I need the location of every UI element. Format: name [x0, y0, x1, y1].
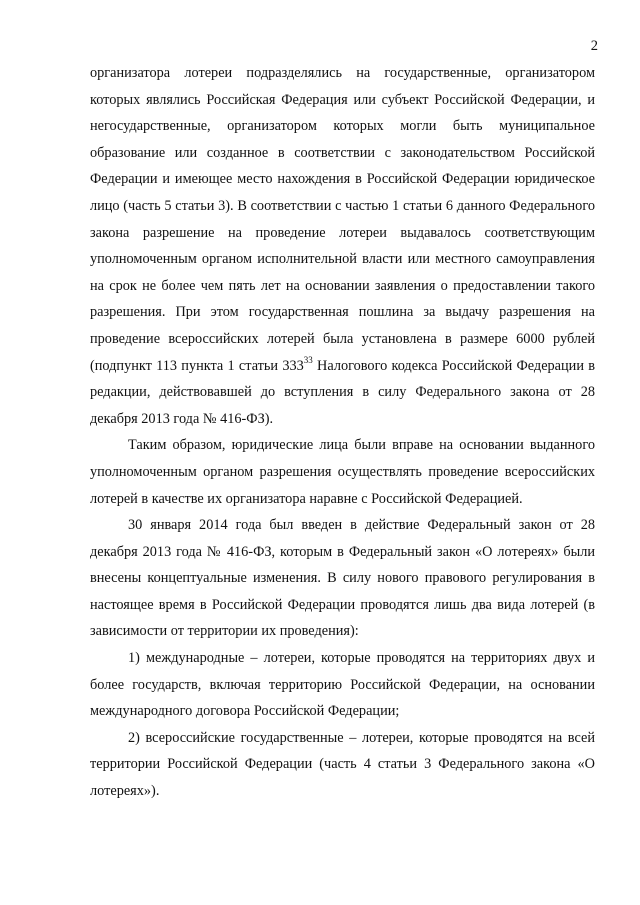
- paragraph: Таким образом, юридические лица были вправе на основании выданного уполномоченным органом разрешения осуществлять проведение всероссийских лотерей в качестве их организатора наравне с Российской Федерацией.: [90, 437, 595, 507]
- list-item: 2) всероссийские государственные – лотереи, которые проводятся на всей территории Российской Федерации (часть 4 статьи 3 Федерального закона «О лотереях»).: [90, 729, 595, 800]
- paragraph-text: организатора лотереи подразделялись на государственные, организатором которых являлись Российская Федерация или субъект Российской Федерации, и негосударственные, организатором которых могли быть муниципальное образование или созданное в соответствии с законодательством Российской Федерации и имеющее место нахождения в Российской Федерации юридическое лицо (часть 5 статьи 3). В соответствии с частью 1 статьи 6 данного Федерального закона разрешение на проведение лотереи выдавалось соответствующим уполномоченным органом исполнительной власти или местного самоуправления на срок не более чем пять лет на основании заявления о предоставлении такого разрешения. При этом государственная пошлина за выдачу разрешения на проведение всероссийских лотерей была установлена в размере 6000 рублей (подпункт 113 пункта 1 статьи 333: [90, 65, 595, 374]
- footnote-superscript: 33: [303, 354, 313, 365]
- paragraph: 30 января 2014 года был введен в действие Федеральный закон от 28 декабря 2013 года № 416-ФЗ, которым в Федеральный закон «О лотереях» были внесены концептуальные изменения. В силу нового правового регулирования в настоящее время в Российской Федерации проводятся лишь два вида лотерей (в зависимости от территории их проведения):: [90, 517, 595, 640]
- paragraph-text-continued: Налогового кодекса Российской Федерации в редакции, действовавшей до вступления в силу Федерального закона от 28 декабря 2013 года № 416-ФЗ).: [90, 357, 595, 427]
- page-number: 2: [590, 38, 598, 54]
- paragraph-continued: [90, 60, 595, 432]
- document-body: [90, 60, 595, 805]
- list-item: 1) международные – лотереи, которые проводятся на территориях двух и более государств, включая территорию Российской Федерации, на основании международного договора Российской Федерации;: [90, 650, 595, 720]
